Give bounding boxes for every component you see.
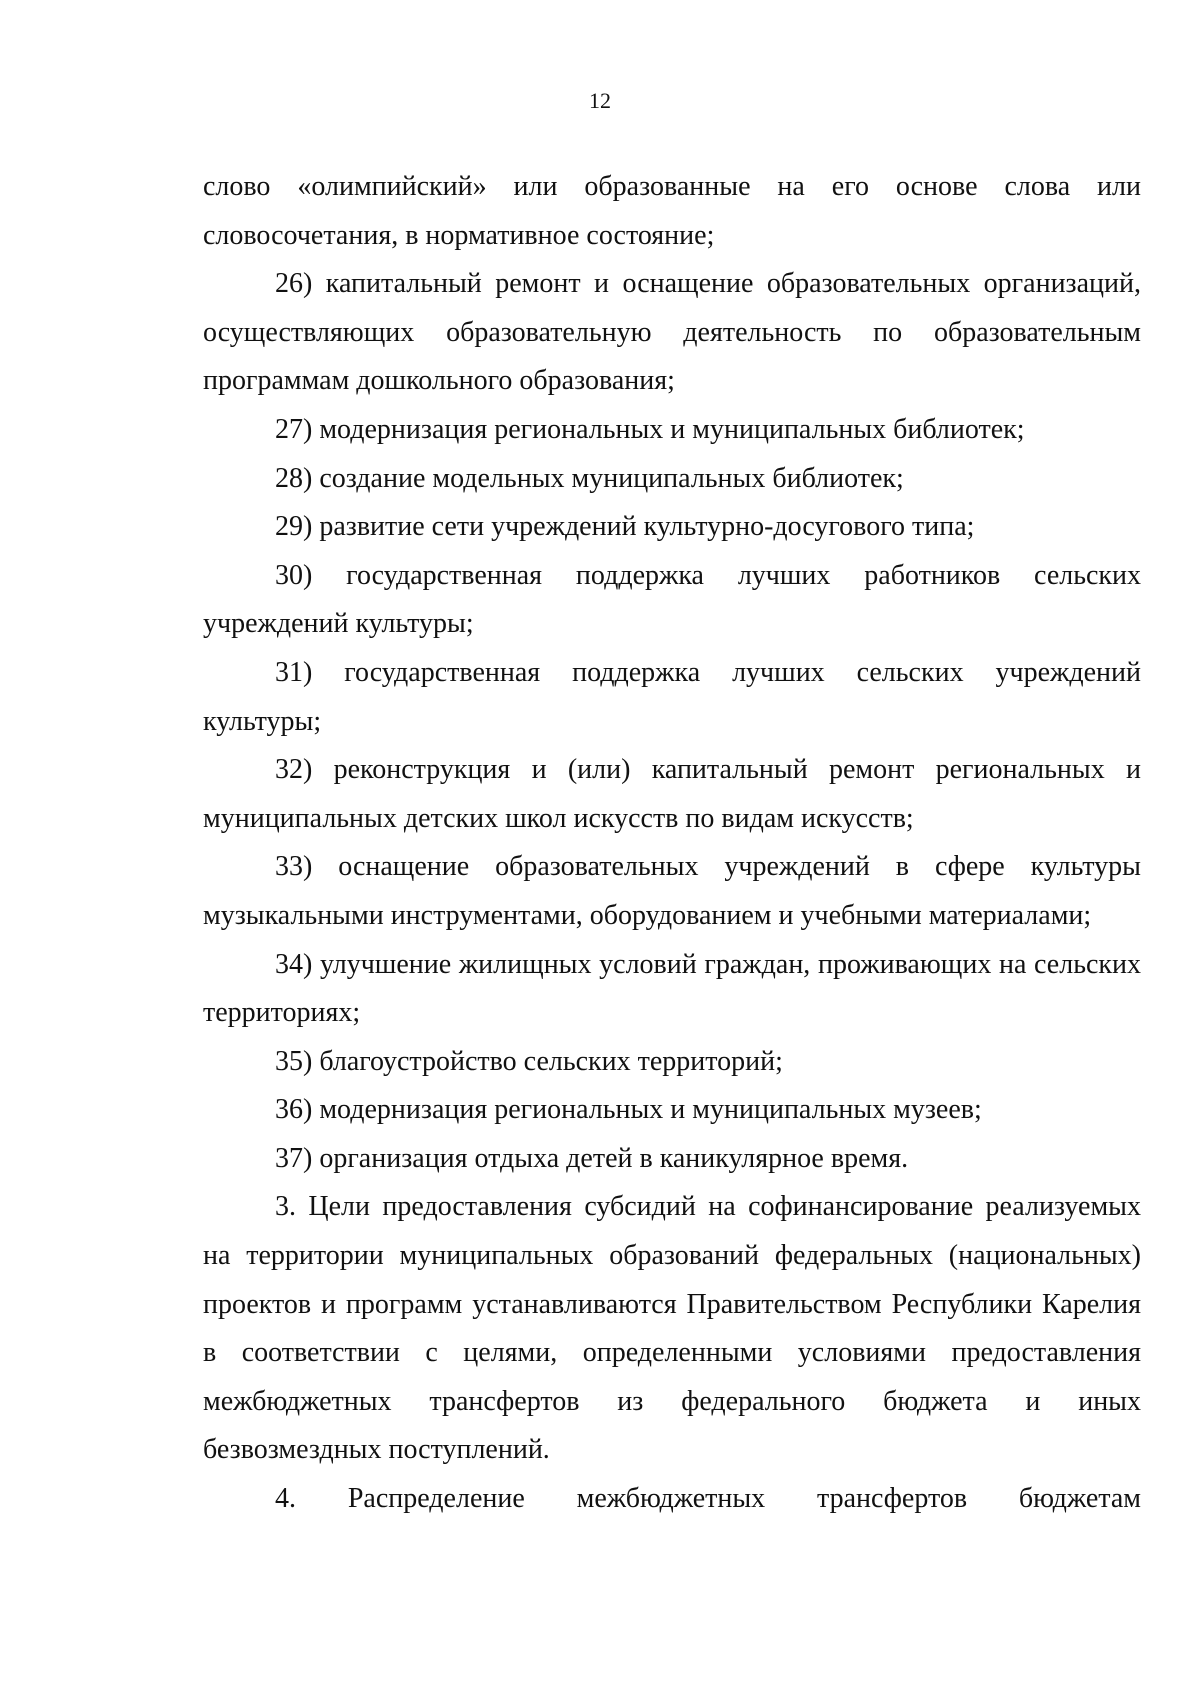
list-item-34: 34) улучшение жилищных условий граждан, проживающих на сельских территориях;	[203, 948, 1141, 1029]
page-number: 12	[589, 88, 611, 113]
list-item-26: 26) капитальный ремонт и оснащение образовательных организаций, осуществляющих образовательную деятельность по образовательным программам дошкольного образования;	[203, 268, 1141, 397]
list-item-30: 30) государственная поддержка лучших работников сельских учреждений культуры;	[203, 559, 1141, 640]
section-3-paragraph: 3. Цели предоставления субсидий на софинансирование реализуемых на территории муниципальных образований федеральных (национальных) проектов и программ устанавливаются Правительством Республики Карелия в соответствии с целями, определенными условиями предоставления межбюджетных трансфертов из федерального бюджета и иных безвозмездных поступлений.	[203, 1191, 1141, 1466]
document-body	[203, 163, 1141, 1524]
list-item-33: 33) оснащение образовательных учреждений в сфере культуры музыкальными инструментами, оборудованием и учебными материалами;	[203, 851, 1141, 931]
list-item-27: 27) модернизация региональных и муниципальных библиотек;	[275, 413, 1025, 445]
list-item-29: 29) развитие сети учреждений культурно-досугового типа;	[275, 511, 975, 543]
paragraph-olympic-continuation: слово «олимпийский» или образованные на его основе слова или словосочетания, в нормативное состояние;	[203, 171, 1141, 251]
list-item-37: 37) организация отдыха детей в каникулярное время.	[275, 1142, 909, 1174]
list-item-32: 32) реконструкция и (или) капитальный ремонт региональных и муниципальных детских школ искусств по видам искусств;	[203, 754, 1141, 834]
list-item-36: 36) модернизация региональных и муниципальных музеев;	[275, 1094, 982, 1126]
list-item-35: 35) благоустройство сельских территорий;	[275, 1045, 783, 1077]
list-item-28: 28) создание модельных муниципальных библиотек;	[275, 462, 904, 494]
list-item-31: 31) государственная поддержка лучших сельских учреждений культуры;	[203, 656, 1141, 737]
section-4-paragraph: 4. Распределение межбюджетных трансфертов бюджетам	[275, 1483, 1141, 1515]
